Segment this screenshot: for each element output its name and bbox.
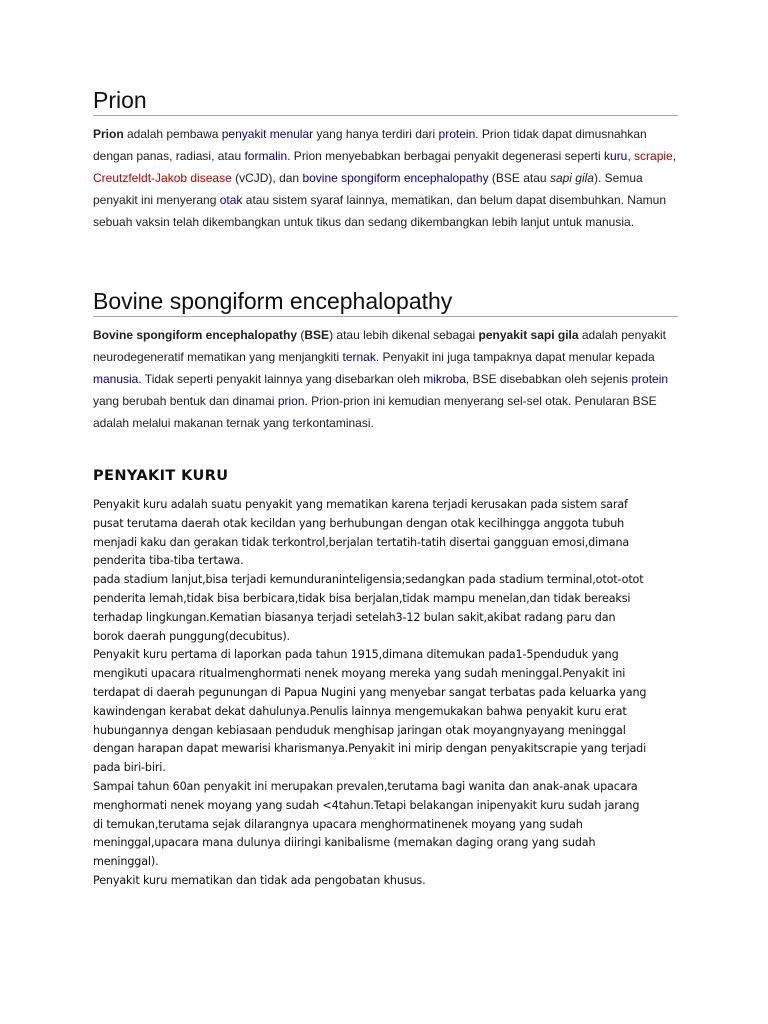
link-penyakit-menular[interactable]: penyakit menular bbox=[221, 127, 314, 141]
text: . Prion tidak dapat dimusnahkan dengan panas, radiasi, atau bbox=[93, 127, 647, 163]
link-scrapie[interactable]: scrapie bbox=[634, 149, 673, 163]
kuru-line: kawindengan kerabat dekat dahulunya.Penulis lainnya mengemukakan bahwa penyakit kuru erat bbox=[93, 704, 627, 718]
prion-term: Prion bbox=[93, 127, 124, 141]
text: atau sistem syaraf lainnya, mematikan, dan belum dapat disembuhkan. Namun sebuah vaksin telah dikembangkan untuk tikus dan sedang dikembangkan lebih lanjut untuk manusia. bbox=[93, 193, 666, 229]
text: (BSE atau bbox=[488, 171, 550, 185]
kuru-line: di temukan,terutama sejak dilarangnya upacara menghormatinenek moyang yang sudah bbox=[93, 817, 583, 831]
kuru-line: dengan harapan dapat mewarisi kharismanya.Penyakit ini mirip dengan penyakitscrapie yang terjadi bbox=[93, 742, 647, 756]
text: . Penyakit ini juga tampaknya dapat menular kepada bbox=[375, 350, 655, 364]
text: ) atau lebih dikenal sebagai bbox=[329, 328, 479, 342]
italic-sapi-gila: sapi gila bbox=[549, 171, 594, 185]
bse-alias: penyakit sapi gila bbox=[478, 328, 579, 342]
link-protein[interactable]: protein bbox=[438, 127, 476, 141]
kuru-line: hubungannya dengan kebiasaan penduduk menghisap jaringan otak moyangnyayang meninggal bbox=[93, 723, 626, 737]
bse-term: Bovine spongiform encephalopathy bbox=[93, 328, 298, 342]
link-protein[interactable]: protein bbox=[631, 372, 669, 386]
kuru-line: menghormati nenek moyang yang sudah <4tahun.Tetapi belakangan inipenyakit kuru sudah jarang bbox=[93, 798, 640, 812]
kuru-line: terdapat di daerah pegunungan di Papua Nugini yang menyebar sangat terbatas pada keluarka yang bbox=[93, 685, 647, 699]
bse-section bbox=[93, 287, 678, 434]
bse-paragraph bbox=[93, 324, 678, 434]
prion-heading: Prion bbox=[93, 86, 678, 116]
kuru-body bbox=[93, 496, 693, 891]
kuru-line: Sampai tahun 60an penyakit ini merupakan prevalen,terutama bagi wanita dan anak-anak upacara bbox=[93, 779, 638, 793]
kuru-line: Penyakit kuru mematikan dan tidak ada pengobatan khusus. bbox=[93, 873, 426, 887]
text: , bbox=[627, 149, 635, 163]
text: yang hanya terdiri dari bbox=[313, 127, 439, 141]
link-otak[interactable]: otak bbox=[219, 193, 243, 207]
kuru-line: Penyakit kuru pertama di laporkan pada tahun 1915,dimana ditemukan pada1-5penduduk yang bbox=[93, 648, 619, 662]
link-bse[interactable]: bovine spongiform encephalopathy bbox=[302, 171, 489, 185]
link-formalin[interactable]: formalin bbox=[244, 149, 288, 163]
kuru-line: penderita tiba-tiba tertawa. bbox=[93, 554, 244, 568]
prion-paragraph bbox=[93, 123, 678, 233]
link-mikroba[interactable]: mikroba bbox=[423, 372, 466, 386]
kuru-line: Penyakit kuru adalah suatu penyakit yang mematikan karena terjadi kerusakan pada sistem saraf bbox=[93, 498, 628, 511]
bse-abbr: BSE bbox=[304, 328, 330, 342]
kuru-line: pusat terutama daerah otak kecildan yang berhubungan dengan otak kecilhingga anggota tubuh bbox=[93, 516, 625, 530]
link-creutzfeldt-jakob[interactable]: Creutzfeldt-Jakob disease bbox=[93, 171, 232, 185]
kuru-line: terhadap lingkungan.Kematian biasanya terjadi setelah3-12 bulan sakit,akibat radang paru dan bbox=[93, 610, 616, 624]
kuru-line: pada biri-biri. bbox=[93, 761, 166, 775]
kuru-line: borok daerah punggung(decubitus). bbox=[93, 629, 290, 643]
kuru-line: mengikuti upacara ritualmenghormati nenek moyang mereka yang sudah meninggal.Penyakit ini bbox=[93, 667, 626, 681]
text: . Tidak seperti penyakit lainnya yang disebarkan oleh bbox=[138, 372, 424, 386]
text: (vCJD), dan bbox=[231, 171, 303, 185]
text: adalah pembawa bbox=[123, 127, 222, 141]
text: . Prion-prion ini kemudian menyerang sel-sel otak. Penularan BSE adalah melalui makanan ternak yang terkontaminasi. bbox=[93, 394, 657, 430]
text: ( bbox=[297, 328, 305, 342]
link-ternak[interactable]: ternak bbox=[342, 350, 376, 364]
link-kuru[interactable]: kuru bbox=[604, 149, 628, 163]
text: . Prion menyebabkan berbagai penyakit degenerasi seperti bbox=[287, 149, 605, 163]
bse-heading: Bovine spongiform encephalopathy bbox=[93, 287, 678, 317]
kuru-line: menjadi kaku dan gerakan tidak terkontrol,berjalan tertatih-tatih disertai gangguan emosi,dimana bbox=[93, 535, 630, 549]
kuru-line: penderita lemah,tidak bisa berbicara,tidak bisa berjalan,tidak mampu menelan,dan tidak bereaksi bbox=[93, 591, 631, 605]
link-prion[interactable]: prion bbox=[277, 394, 305, 408]
text: ). Semua penyakit ini menyerang bbox=[93, 171, 643, 207]
link-manusia[interactable]: manusia bbox=[93, 372, 139, 386]
text: , bbox=[672, 149, 677, 163]
kuru-heading: PENYAKIT KURU bbox=[93, 468, 229, 484]
kuru-line: pada stadium lanjut,bisa terjadi kemunduraninteligensia;sedangkan pada stadium terminal,otot-otot bbox=[93, 573, 644, 587]
text: adalah penyakit neurodegeneratif mematikan yang menjangkiti bbox=[93, 328, 666, 364]
text: yang berubah bentuk dan dinamai bbox=[93, 394, 278, 408]
kuru-section bbox=[93, 468, 693, 891]
prion-section bbox=[93, 86, 678, 233]
kuru-line: meninggal). bbox=[93, 855, 159, 869]
text: , BSE disebabkan oleh sejenis bbox=[465, 372, 632, 386]
kuru-line: meninggal,upacara mana dulunya diiringi kanibalisme (memakan daging orang yang sudah bbox=[93, 836, 596, 850]
